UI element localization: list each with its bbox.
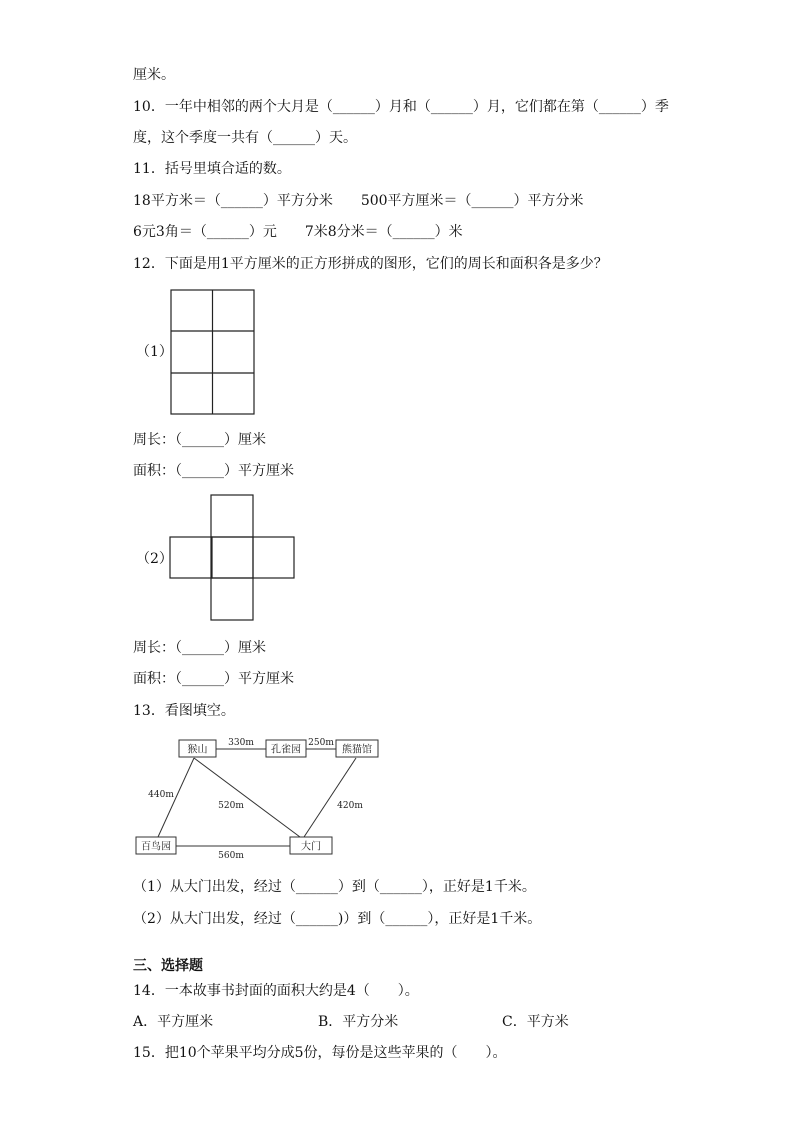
section-3-heading: 三、选择题 (133, 958, 203, 974)
distance-hou-kong: 330m (228, 738, 254, 748)
question-12: 12．下面是用1平方厘米的正方形拼成的图形，它们的周长和面积各是多少？ (133, 256, 608, 272)
question-13-part-2: （2）从大门出发，经过（______)）到（______），正好是1千米。 (133, 911, 542, 927)
question-13-part-1: （1）从大门出发，经过（______）到（______），正好是1千米。 (133, 879, 536, 895)
question-11-row-1 (133, 192, 584, 210)
question-13: 13．看图填空。 (133, 703, 235, 719)
question-10-line-1: 10．一年中相邻的两个大月是（______）月和（______）月，它们都在第（______）季 (133, 99, 669, 115)
question-11: 11．括号里填合适的数。 (133, 161, 291, 177)
question-11-row-2 (133, 223, 463, 241)
distance-hou-bai: 440m (148, 790, 174, 800)
figure-2-perimeter: 周长：（______）厘米 (133, 640, 266, 656)
figure-1-perimeter: 周长：（______）厘米 (133, 432, 266, 448)
text-line-centimeter: 厘米。 (133, 67, 175, 83)
q11-item-3: 6元3角＝（______）元 (133, 224, 277, 240)
q11-item-2: 500平方厘米＝（______）平方分米 (360, 193, 584, 209)
distance-xiong-damen: 420m (337, 801, 363, 811)
distance-kong-xiong: 250m (308, 738, 334, 748)
figure-2-area: 面积：（______）平方厘米 (133, 671, 294, 687)
place-xiong-mao-guan: 熊猫馆 (342, 744, 372, 756)
question-14-option-b: B．平方分米 (318, 1014, 399, 1030)
figure-2-cross (169, 494, 296, 622)
place-da-men: 大门 (301, 841, 321, 853)
distance-bai-damen: 560m (218, 851, 244, 861)
figure-2-label: （2） (136, 551, 173, 567)
place-hou-shan: 猴山 (187, 744, 208, 756)
figure-1-grid (170, 289, 256, 416)
zoo-map (130, 732, 390, 864)
q11-item-4: 7米8分米＝（______）米 (304, 224, 463, 240)
question-14-option-c: C．平方米 (502, 1014, 569, 1030)
question-14-option-a: A．平方厘米 (133, 1014, 214, 1030)
place-kong-que-yuan: 孔雀园 (271, 744, 301, 756)
place-bai-niao-yuan: 百鸟园 (141, 841, 171, 853)
question-15: 15．把10个苹果平均分成5份，每份是这些苹果的（ ）。 (133, 1045, 507, 1061)
question-14: 14．一本故事书封面的面积大约是4（ ）。 (133, 983, 419, 999)
q11-item-1: 18平方米＝（______）平方分米 (133, 193, 333, 209)
figure-1-label: （1） (136, 344, 173, 360)
figure-1-area: 面积：（______）平方厘米 (133, 463, 294, 479)
distance-hou-damen: 520m (218, 801, 244, 811)
question-10-line-2: 度，这个季度一共有（______）天。 (133, 130, 357, 146)
